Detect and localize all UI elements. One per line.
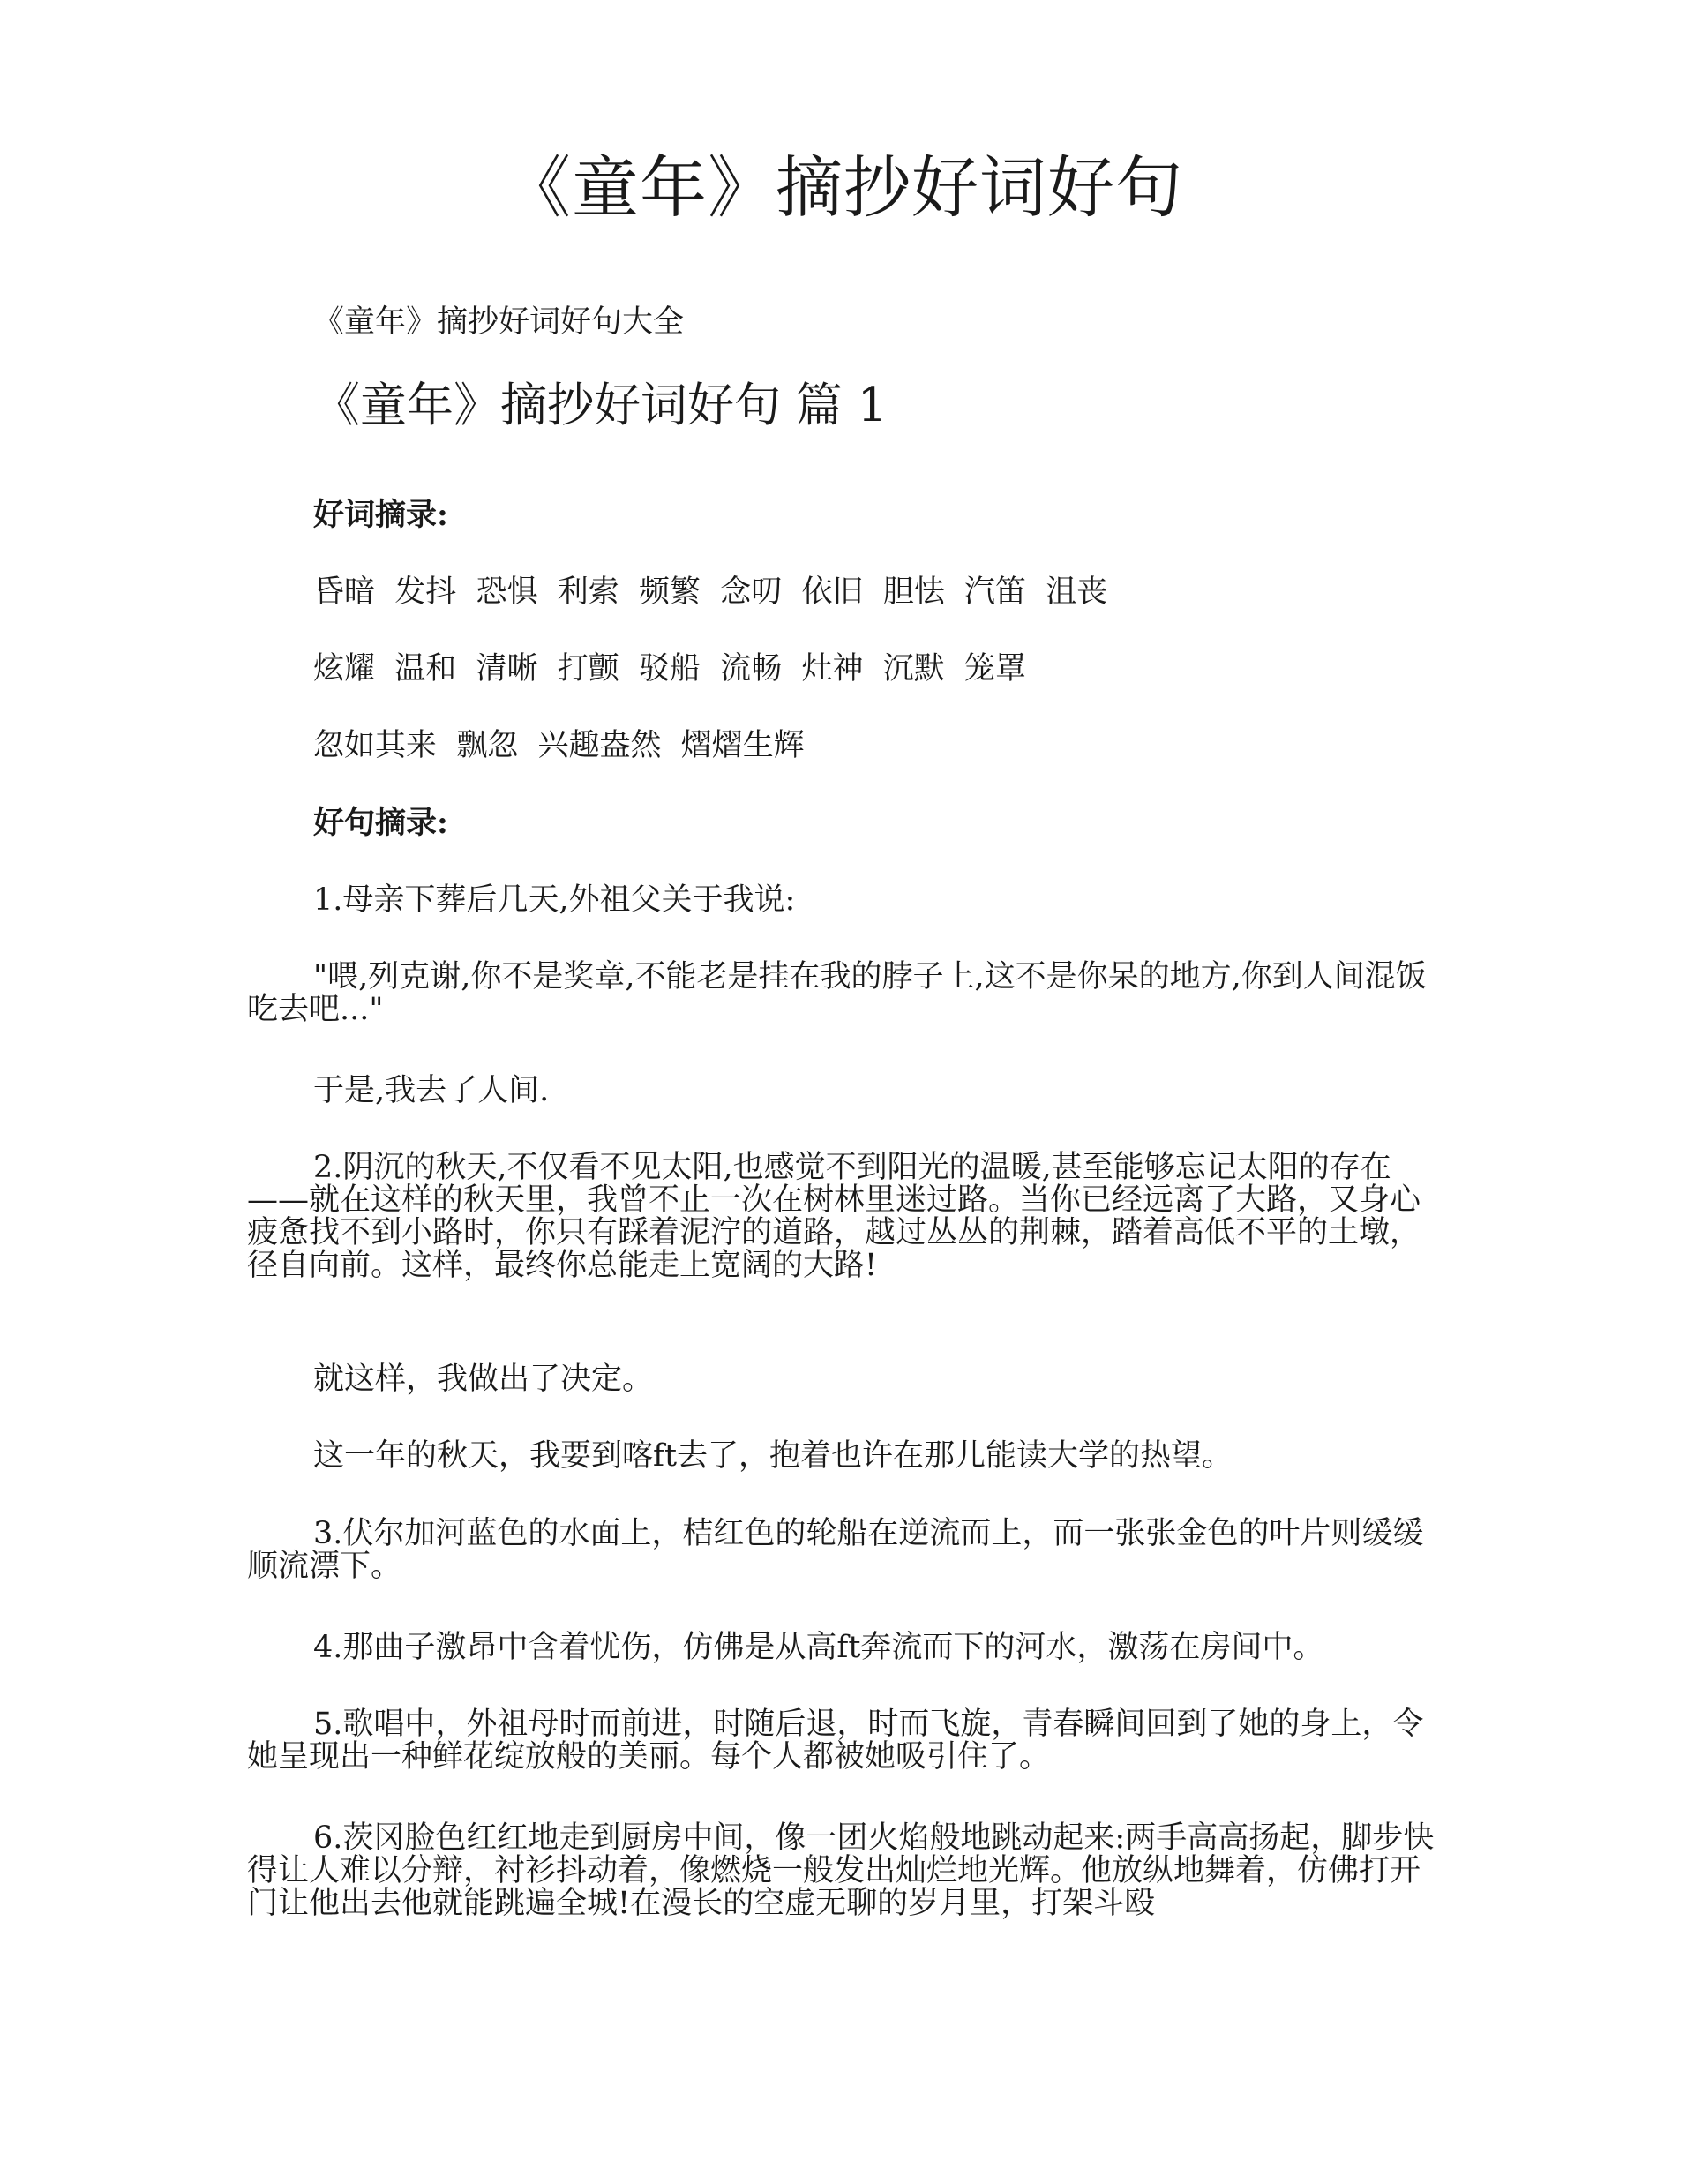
paragraph-1: 1.母亲下葬后几天,外祖父关于我说: (313, 882, 796, 918)
words-line-1: 昏暗 发抖 恐惧 利索 频繁 念叨 依旧 胆怯 汽笛 沮丧 (313, 574, 1108, 610)
paragraph-10: 6.茨冈脸色红红地走到厨房中间，像一团火焰般地跳动起来:两手高高扬起，脚步快得让人难以分辩，衬衫抖动着，像燃烧一般发出灿烂地光辉。他放纵地舞着，仿佛打开门让他出去他就能跳遍全城!在漫长的空虚无聊的岁月里，打架斗殴 (247, 1820, 1435, 1921)
paragraph-5: 就这样，我做出了决定。 (313, 1362, 654, 1397)
paragraph-3: 于是,我去了人间. (313, 1073, 550, 1108)
sentences-label: 好句摘录: (313, 805, 448, 841)
document-subtitle: 《童年》摘抄好词好句大全 (313, 304, 685, 340)
paragraph-2: "喂,列克谢,你不是奖章,不能老是挂在我的脖子上,这不是你呆的地方,你到人间混饭吃去吧..." (247, 959, 1427, 1027)
paragraph-7: 3.伏尔加河蓝色的水面上，桔红色的轮船在逆流而上，而一张张金色的叶片则缓缓顺流漂下。 (247, 1516, 1424, 1584)
paragraph-8: 4.那曲子激昂中含着忧伤，仿佛是从高ft奔流而下的河水，激荡在房间中。 (313, 1630, 1324, 1665)
paragraph-6: 这一年的秋天，我要到喀ft去了，抱着也许在那儿能读大学的热望。 (313, 1438, 1233, 1474)
words-label: 好词摘录: (313, 497, 448, 533)
section-heading: 《童年》摘抄好词好句 篇 1 (313, 379, 888, 432)
document-title: 《童年》摘抄好词好句 (504, 148, 1183, 227)
words-line-2: 炫耀 温和 清晰 打颤 驳船 流畅 灶神 沉默 笼罩 (313, 651, 1027, 687)
paragraph-9: 5.歌唱中，外祖母时而前进，时随后退，时而飞旋，青春瞬间回到了她的身上，令她呈现出一种鲜花绽放般的美丽。每个人都被她吸引住了。 (247, 1707, 1424, 1775)
words-line-3: 忽如其来 飘忽 兴趣盎然 熠熠生辉 (313, 728, 805, 763)
paragraph-4: 2.阴沉的秋天,不仅看不见太阳,也感觉不到阳光的温暖,甚至能够忘记太阳的存在——就在这样的秋天里，我曾不止一次在树林里迷过路。当你已经远离了大路，又身心疲惫找不到小路时，你只有踩着泥泞的道路，越过丛丛的荆棘，踏着高低不平的土墩，径自向前。这样，最终你总能走上宽阔的大路! (247, 1150, 1421, 1283)
